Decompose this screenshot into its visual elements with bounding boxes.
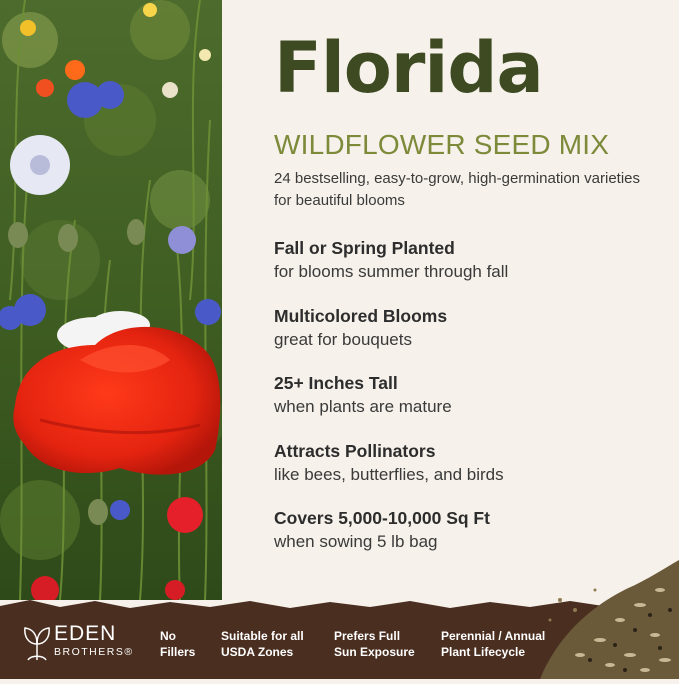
product-subtitle: WILDFLOWER SEED MIX bbox=[274, 129, 610, 160]
info-panel bbox=[222, 0, 679, 600]
sprout-icon bbox=[22, 622, 52, 662]
feature-item bbox=[274, 304, 508, 372]
feature-item bbox=[274, 371, 508, 439]
feature-item bbox=[274, 506, 508, 574]
feature-title: 25+ Inches Tall bbox=[274, 373, 398, 393]
feature-text: when plants are mature bbox=[274, 397, 452, 416]
badge-line: Prefers Full bbox=[334, 629, 401, 643]
wildflower-photo bbox=[0, 0, 222, 600]
badge-line: USDA Zones bbox=[221, 645, 294, 659]
badge-line: Suitable for all bbox=[221, 629, 304, 643]
feature-title: Fall or Spring Planted bbox=[274, 238, 455, 258]
badge-usda-zones bbox=[221, 628, 304, 660]
product-title: Florida bbox=[274, 27, 543, 109]
feature-title: Multicolored Blooms bbox=[274, 305, 448, 326]
brand-name: EDEN bbox=[54, 622, 117, 645]
badge-line: Fillers bbox=[160, 645, 196, 659]
feature-title: Covers 5,000-10,000 Sq Ft bbox=[274, 508, 490, 528]
feature-text: like bees, butterflies, and birds bbox=[274, 464, 504, 484]
badge-line: Perennial / Annual bbox=[441, 629, 546, 643]
product-description: 24 bestselling, easy-to-grow, high-germination varieties for beautiful blooms bbox=[274, 170, 641, 209]
seed-pile-icon bbox=[540, 560, 679, 679]
feature-list bbox=[274, 236, 508, 574]
brand-subname: BROTHERS® bbox=[54, 646, 134, 658]
brand-logo bbox=[22, 622, 132, 662]
badge-line: No bbox=[160, 629, 176, 643]
feature-item bbox=[274, 439, 508, 507]
badge-lifecycle bbox=[441, 628, 545, 660]
feature-text: great for bouquets bbox=[274, 329, 412, 349]
feature-text: when sowing 5 lb bag bbox=[274, 532, 438, 551]
feature-title: Attracts Pollinators bbox=[274, 440, 436, 461]
badge-no-fillers bbox=[160, 628, 195, 660]
feature-item bbox=[274, 236, 508, 304]
badge-sun-exposure bbox=[334, 628, 415, 660]
badge-line: Plant Lifecycle bbox=[441, 645, 526, 659]
feature-text: for blooms summer through fall bbox=[274, 262, 509, 281]
badge-line: Sun Exposure bbox=[334, 645, 415, 659]
